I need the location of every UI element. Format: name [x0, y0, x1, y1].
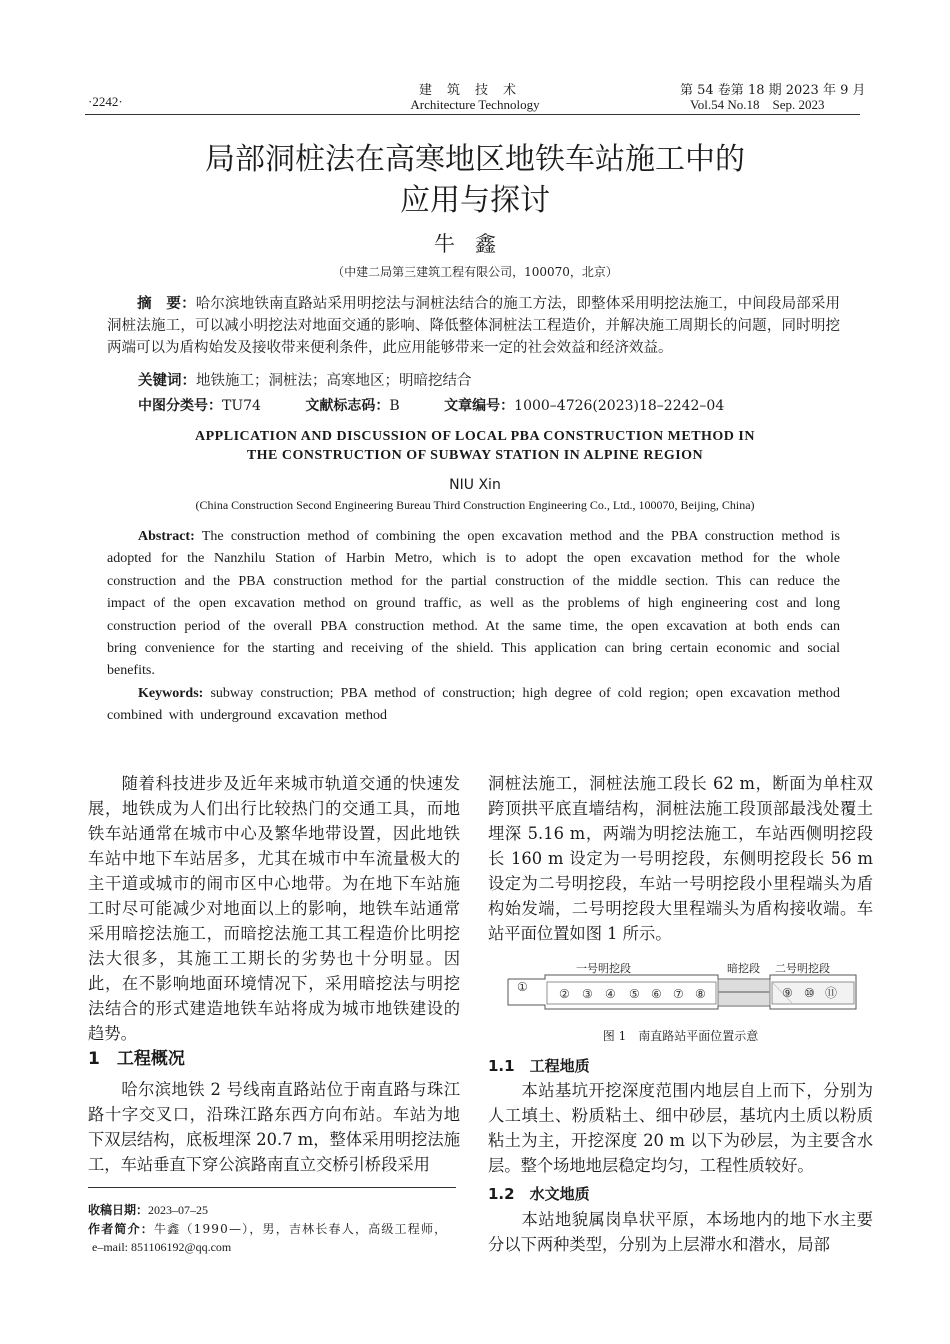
station-plan-figure	[505, 973, 860, 1013]
affiliation-zh: （中建二局第三建筑工程有限公司，100070，北京）	[332, 265, 618, 279]
section-1-text-right: 洞桩法施工，洞桩法施工段长 62 m，断面为单柱双跨顶拱平底直墙结构，洞桩法施工段顶部最浅处覆土埋深 5.16 m，两端为明挖法施工，车站西侧明挖段长 160 m 设定为一号明挖段，东侧明挖段长 56 m 设定为二号明挖段，车站一号明挖段小里程端头为盾构始发端，二号明挖段大里程端头为盾构接收端。车站平面位置如图 1 所示。	[488, 774, 873, 943]
doc-code-label: 文献标志码：	[305, 398, 390, 414]
marker-1: ①	[517, 980, 528, 994]
marker-5: ⑤	[629, 987, 640, 1001]
section-1-1-paragraph	[488, 1078, 873, 1178]
keywords-zh	[138, 369, 472, 390]
intro-paragraph	[88, 771, 460, 1046]
marker-9: ⑨	[782, 986, 793, 1000]
author-bio-text: 牛鑫（1990—），男，吉林长春人，高级工程师，	[154, 1222, 448, 1236]
marker-8: ⑧	[695, 987, 706, 1001]
abstract-zh	[107, 293, 840, 359]
paper-title-line1: 局部洞桩法在高寒地区地铁车站施工中的	[205, 142, 745, 177]
footnote-received	[88, 1201, 208, 1218]
section-1-paragraph	[88, 1077, 460, 1177]
section-1-1-heading: 1.1 工程地质	[488, 1057, 590, 1075]
journal-title-en: Architecture Technology	[410, 97, 540, 112]
affiliation-en: (China Construction Second Engineering Bureau Third Construction Engineering Co., Ltd., 100070, Beijing, China)	[195, 498, 755, 512]
author-name: 牛鑫	[434, 232, 516, 256]
header-rule	[85, 114, 860, 115]
keywords-en-text: subway construction; PBA method of construction; high degree of cold region; open excavation method combined with underground excavation method	[107, 686, 840, 724]
keywords-zh-label: 关键词：	[138, 373, 196, 389]
footnote-author	[88, 1220, 447, 1237]
marker-4: ④	[605, 987, 616, 1001]
section-1-2-text: 本站地貌属岗阜状平原，本场地内的地下水主要分以下两种类型，分别为上层滞水和潜水，局部	[488, 1210, 873, 1254]
footnote-email: e–mail: 851106192@qq.com	[92, 1240, 232, 1254]
article-no-value: 1000–4726(2023)18–2242–04	[514, 398, 725, 414]
figure-label-segment-dark: 暗挖段	[727, 962, 760, 975]
section-1-paragraph-cont	[488, 771, 873, 946]
journal-title-zh: 建筑技术	[418, 83, 531, 98]
figure-label-segment-1: 一号明挖段	[576, 962, 631, 975]
paper-title-line2: 应用与探讨	[400, 183, 550, 218]
title-en-line2: THE CONSTRUCTION OF SUBWAY STATION IN ALPINE REGION	[246, 448, 704, 463]
received-date: 2023–07–25	[148, 1203, 209, 1217]
marker-2: ②	[559, 987, 570, 1001]
keywords-zh-text: 地铁施工；洞桩法；高寒地区；明暗挖结合	[196, 373, 472, 389]
author-bio-label: 作者简介：	[88, 1222, 155, 1236]
abstract-en	[107, 526, 840, 683]
section-1-1-text: 本站基坑开挖深度范围内地层自上而下，分别为人工填土、粉质粘土、细中砂层，基坑内土质以粉质粘土为主，开挖深度 20 m 以下为砂层，为主要含水层。整个场地地层稳定均匀，工程性质较好。	[488, 1081, 873, 1175]
section-1-text-left: 哈尔滨地铁 2 号线南直路站位于南直路与珠江路十字交叉口，沿珠江路东西方向布站。车站为地下双层结构，底板埋深 20.7 m，整体采用明挖法施工，车站垂直下穿公滨路南直立交桥引桥段采用	[88, 1080, 460, 1174]
abstract-zh-label: 摘 要：	[137, 296, 196, 312]
classification-line	[138, 395, 764, 415]
clc-value: TU74	[222, 398, 261, 414]
author-en: NIU Xin	[449, 477, 501, 493]
abstract-en-text: The construction method of combining the open excavation method and the PBA construction method is adopted for the Nanzhilu Station of Harbin Metro, which is to adopt the open excavation method for the whole construction and the PBA construction method for the partial construction of the middle section. This can reduce the impact of the open excavation method on ground traffic, as well as the problems of high engineering cost and long construction period of the overall PBA construction method. At the same time, the open excavation at both ends can bring convenience for the starting and receiving of the shield. This application can bring certain economic and social benefits.	[107, 529, 840, 679]
received-label: 收稿日期：	[88, 1203, 149, 1217]
figure-1-caption: 图 1 南直路站平面位置示意	[602, 1029, 759, 1043]
marker-3: ③	[582, 987, 593, 1001]
marker-11: ⑪	[825, 986, 838, 1000]
doc-code-value: B	[389, 398, 400, 414]
article-no-label: 文章编号：	[444, 398, 515, 414]
marker-10: ⑩	[804, 986, 815, 1000]
clc-label: 中图分类号：	[138, 398, 222, 414]
abstract-en-label: Abstract:	[138, 529, 195, 544]
abstract-zh-text: 哈尔滨地铁南直路站采用明挖法与洞桩法结合的施工方法，即整体采用明挖法施工，中间段局部采用洞桩法施工，可以减小明挖法对地面交通的影响、降低整体洞桩法工程造价，并解决施工周期长的问题，同时明挖两端可以为盾构始发及接收带来便利条件，此应用能够带来一定的社会效益和经济效益。	[107, 296, 841, 356]
marker-7: ⑦	[673, 987, 684, 1001]
keywords-en-label: Keywords:	[138, 686, 204, 701]
issue-info-zh: 第 54 卷第 18 期 2023 年 9 月	[680, 83, 866, 98]
title-en-line1: APPLICATION AND DISCUSSION OF LOCAL PBA CONSTRUCTION METHOD IN	[195, 429, 755, 444]
intro-text: 随着科技进步及近年来城市轨道交通的快速发展，地铁成为人们出行比较热门的交通工具，而地铁车站通常在城市中心及繁华地带设置，因此地铁车站中地下车站居多，尤其在城市中车流量极大的主干道或城市的闹市区中心地带。为在地下车站施工时尽可能减少对地面以上的影响，地铁车站通常采用暗挖法施工，而暗挖法施工其工程造价比明挖法大很多，其施工工期长的劣势也十分明显。因此，在不影响地面环境情况下，采用暗挖法与明挖法结合的形式建造地铁车站将成为城市地铁建设的趋势。	[88, 774, 460, 1043]
section-1-2-paragraph	[488, 1207, 873, 1257]
section-1-heading: 1 工程概况	[88, 1049, 185, 1069]
figure-label-segment-2: 二号明挖段	[775, 962, 830, 975]
section-1-2-heading: 1.2 水文地质	[488, 1185, 590, 1203]
page-number: ·2242·	[88, 94, 123, 109]
marker-6: ⑥	[651, 987, 662, 1001]
keywords-en	[107, 683, 840, 728]
issue-info-en: Vol.54 No.18 Sep. 2023	[690, 97, 825, 112]
footnote-rule	[88, 1187, 456, 1188]
